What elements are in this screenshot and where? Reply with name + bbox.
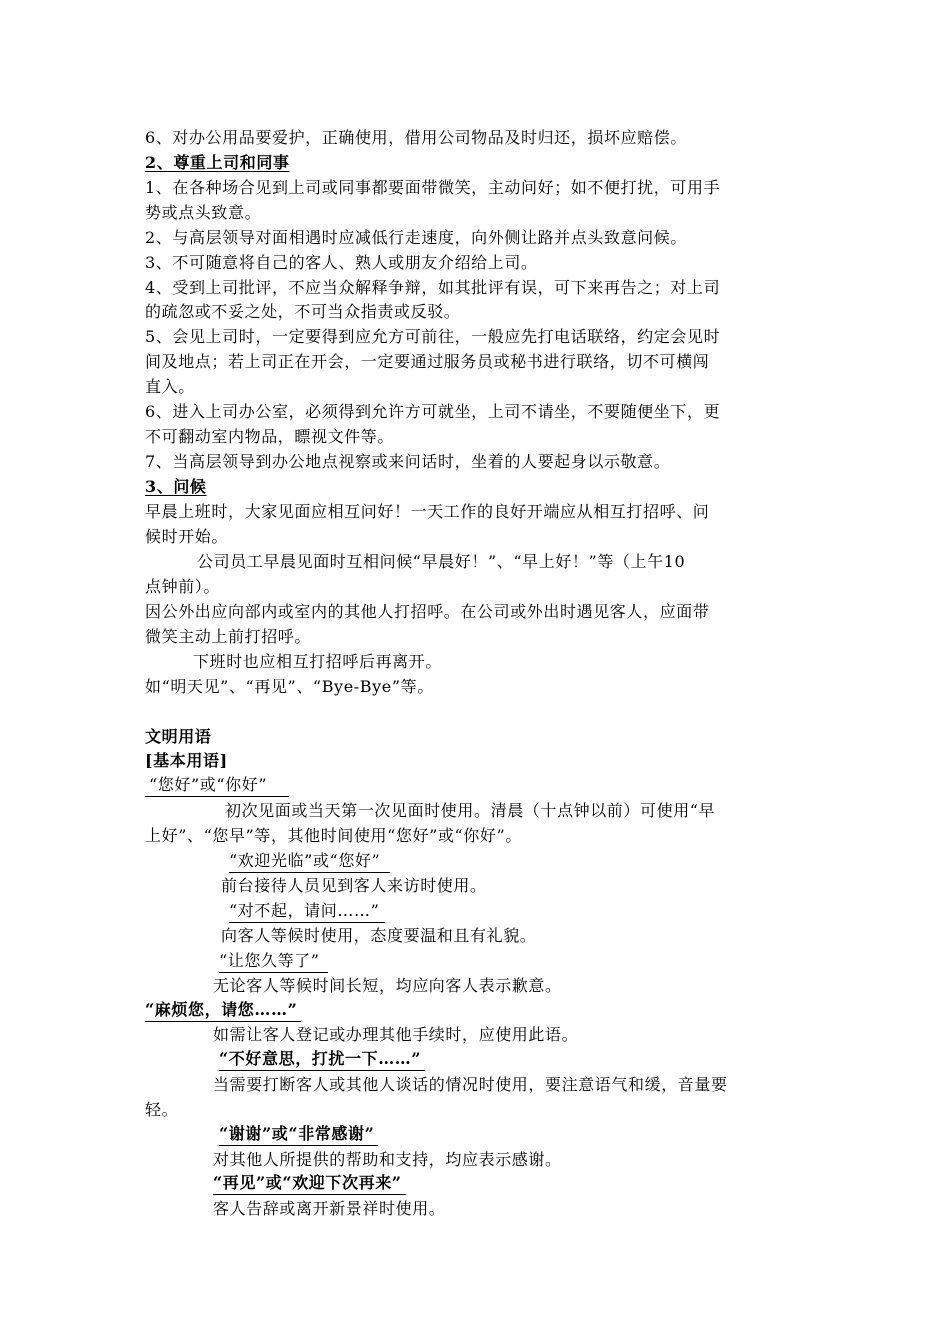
respect-item-4-line-2: 的疏忽或不妥之处，不可当众指责或反驳。: [145, 302, 461, 321]
phrase-desc-goodbye: 客人告辞或离开新景祥时使用。: [213, 1199, 446, 1218]
respect-item-2: 2、与高层领导对面相遇时应减低行走速度，向外侧让路并点头致意问候。: [145, 228, 687, 247]
phrase-desc-excuse-line-2: 轻。: [145, 1100, 179, 1119]
phrase-term-hello: “您好”或“你好”: [145, 775, 289, 797]
phrase-term-sorry: “对不起，请问……”: [229, 901, 385, 923]
rule-item-6: 6、对办公用品要爱护，正确使用，借用公司物品及时归还，损坏应赔偿。: [145, 128, 687, 147]
respect-item-7: 7、当高层领导到办公地点视察或来问话时，坐着的人要起身以示敬意。: [145, 452, 671, 471]
phrase-desc-trouble: 如需让客人登记或办理其他手续时，应使用此语。: [213, 1025, 579, 1044]
phrases-subtitle: [基本用语]: [145, 751, 228, 770]
phrase-desc-excuse-line-1: 当需要打断客人或其他人谈话的情况时使用，要注意语气和缓，音量要: [213, 1075, 728, 1094]
phrase-desc-sorry: 向客人等候时使用，态度要温和且有礼貌。: [221, 926, 537, 945]
phrase-desc-waited: 无论客人等候时间长短，均应向客人表示歉意。: [213, 976, 562, 995]
greeting-para-5: 如“明天见”、“再见”、“Bye-Bye”等。: [145, 677, 434, 696]
respect-item-5-line-3: 直入。: [145, 377, 195, 396]
respect-item-5-line-2: 间及地点；若上司正在开会，一定要通过服务员或秘书进行联络，切不可横闯: [145, 352, 710, 371]
respect-item-1-line-1: 1、在各种场合见到上司或同事都要面带微笑，主动问好；如不便打扰，可用手: [145, 178, 721, 197]
section-heading-respect: 2、尊重上司和同事: [145, 153, 290, 172]
phrase-term-goodbye: “再见”或“欢迎下次再来”: [213, 1173, 406, 1195]
phrase-term-thanks: “谢谢”或“非常感谢”: [219, 1124, 378, 1146]
greeting-para-2-line-2: 点钟前）。: [145, 577, 221, 596]
phrase-desc-hello-line-2: 上好”、“您早”等，其他时间使用“您好”或“你好”。: [145, 826, 522, 845]
phrases-title: 文明用语: [145, 727, 212, 746]
phrase-term-waited: “让您久等了”: [219, 951, 328, 973]
phrase-term-trouble: “麻烦您，请您……”: [145, 1000, 301, 1022]
section-heading-greeting: 3、问候: [145, 477, 207, 496]
phrase-desc-hello-line-1: 初次见面或当天第一次见面时使用。清晨（十点钟以前）可使用“早: [225, 801, 716, 820]
greeting-para-3-line-2: 微笑主动上前打招呼。: [145, 627, 312, 646]
greeting-para-2-line-1: 公司员工早晨见面时互相问候“早晨好！”、“早上好！”等（上午10: [197, 552, 686, 571]
phrase-term-welcome: “欢迎光临”或“您好”: [229, 851, 390, 873]
respect-item-3: 3、不可随意将自己的客人、熟人或朋友介绍给上司。: [145, 253, 538, 272]
respect-item-4-line-1: 4、受到上司批评，不应当众解释争辩，如其批评有误，可下来再告之；对上司: [145, 278, 721, 297]
greeting-para-3-line-1: 因公外出应向部内或室内的其他人打招呼。在公司或外出时遇见客人，应面带: [145, 602, 710, 621]
respect-item-5-line-1: 5、会见上司时，一定要得到应允方可前往，一般应先打电话联络，约定会见时: [145, 327, 721, 346]
phrase-term-excuse: “不好意思，打扰一下……”: [219, 1049, 425, 1071]
phrase-desc-thanks: 对其他人所提供的帮助和支持，均应表示感谢。: [213, 1150, 562, 1169]
respect-item-6-line-2: 不可翻动室内物品，瞟视文件等。: [145, 427, 395, 446]
respect-item-6-line-1: 6、进入上司办公室，必须得到允许方可就坐，上司不请坐，不要随便坐下，更: [145, 402, 721, 421]
greeting-para-1-line-1: 早晨上班时，大家见面应相互问好！一天工作的良好开端应从相互打招呼、问: [145, 502, 710, 521]
respect-item-1-line-2: 势或点头致意。: [145, 203, 262, 222]
greeting-para-1-line-2: 候时开始。: [145, 527, 229, 546]
greeting-para-4: 下班时也应相互打招呼后再离开。: [193, 652, 443, 671]
phrase-desc-welcome: 前台接待人员见到客人来访时使用。: [221, 876, 487, 895]
